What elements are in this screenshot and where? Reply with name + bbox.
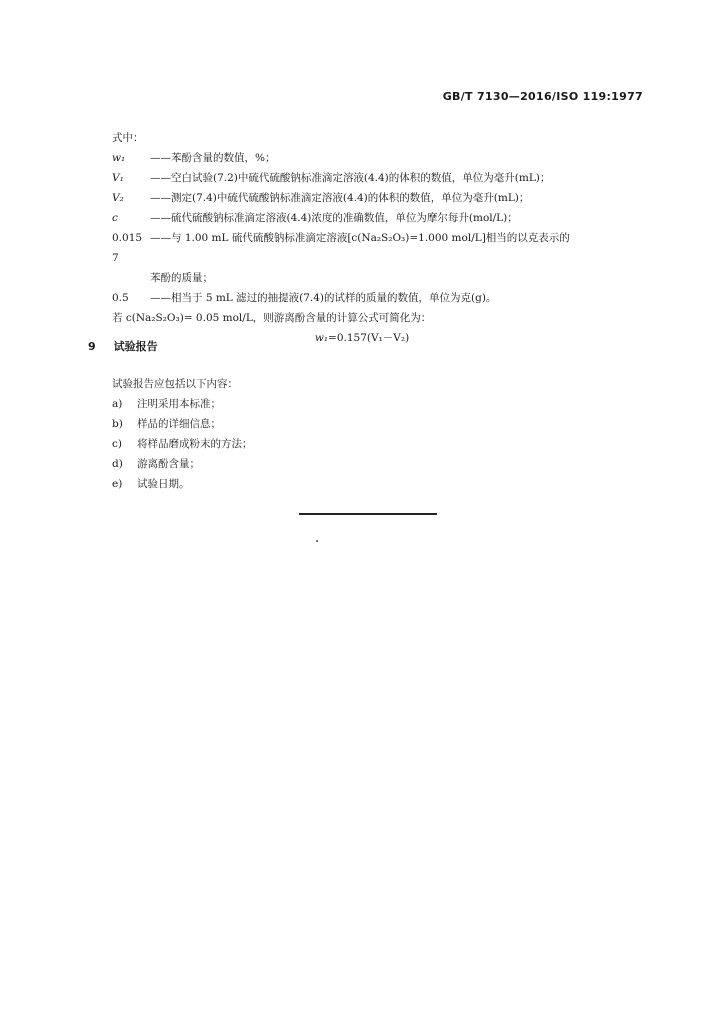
list-item-label: d) bbox=[112, 458, 123, 470]
list-item bbox=[112, 474, 253, 494]
formula-rhs: =0.157(V₁－V₂) bbox=[328, 332, 410, 344]
list-item bbox=[112, 394, 253, 414]
list-item-label: a) bbox=[112, 398, 123, 410]
definition-symbol: w₁ bbox=[112, 152, 126, 164]
definition-row bbox=[112, 208, 652, 228]
definition-symbol: V₁ bbox=[112, 172, 124, 184]
definition-text: ——相当于 5 mL 滤过的抽提液(7.4)的试样的质量的数值，单位为克(g)。 bbox=[150, 292, 497, 304]
definition-text: ——测定(7.4)中硫代硫酸钠标准滴定溶液(4.4)的体积的数值，单位为毫升(mL)； bbox=[150, 192, 530, 204]
definition-text: ——与 1.00 mL 硫代硫酸钠标准滴定溶液[c(Na₂S₂O₃)=1.000 mol/L]相当的以克表示的 bbox=[150, 232, 570, 244]
list-item-label: b) bbox=[112, 418, 123, 430]
list-item bbox=[112, 414, 253, 434]
definition-symbol: 0.015 7 bbox=[112, 232, 143, 264]
list-item-label: e) bbox=[112, 478, 123, 490]
list-item bbox=[112, 434, 253, 454]
definition-symbol: c bbox=[112, 212, 118, 224]
definition-continuation-text: 苯酚的质量； bbox=[150, 272, 213, 284]
report-contents bbox=[112, 374, 253, 494]
list-item-text: 将样品磨成粉末的方法； bbox=[137, 438, 253, 450]
where-label: 式中： bbox=[112, 132, 144, 144]
formula-lhs: w₁ bbox=[314, 332, 329, 344]
list-item-text: 样品的详细信息； bbox=[137, 418, 221, 430]
section-number: 9 bbox=[88, 340, 96, 353]
simplified-formula bbox=[112, 328, 652, 348]
definition-text: ——空白试验(7.2)中硫代硫酸钠标准滴定溶液(4.4)的体积的数值，单位为毫升(mL)； bbox=[150, 172, 551, 184]
definition-row bbox=[112, 228, 652, 268]
simplification-note: 若 c(Na₂S₂O₃)= 0.05 mol/L，则游离酚含量的计算公式可简化为： bbox=[112, 312, 432, 324]
definition-continuation-row bbox=[112, 268, 652, 288]
list-item-text: 游离酚含量； bbox=[137, 458, 200, 470]
list-item-label: c) bbox=[112, 438, 122, 450]
report-intro: 试验报告应包括以下内容： bbox=[112, 378, 238, 390]
definition-row bbox=[112, 288, 652, 308]
definition-symbol: V₂ bbox=[112, 192, 124, 204]
definition-row bbox=[112, 168, 652, 188]
scan-speck bbox=[316, 540, 318, 542]
section-title: 试验报告 bbox=[113, 340, 158, 353]
definition-text: ——硫代硫酸钠标准滴定溶液(4.4)浓度的准确数值，单位为摩尔每升(mol/L)； bbox=[150, 212, 518, 224]
end-of-document-rule bbox=[299, 513, 437, 515]
list-item-text: 注明采用本标准； bbox=[137, 398, 221, 410]
definition-row bbox=[112, 188, 652, 208]
definition-text: ——苯酚含量的数值，%； bbox=[150, 152, 276, 164]
list-item bbox=[112, 454, 253, 474]
definitions-block bbox=[112, 128, 652, 348]
list-item-text: 试验日期。 bbox=[137, 478, 190, 490]
section-heading bbox=[88, 338, 158, 354]
definition-symbol: 0.5 bbox=[112, 292, 129, 304]
page-header-standard-code: GB/T 7130—2016/ISO 119:1977 bbox=[442, 90, 643, 103]
definition-row bbox=[112, 148, 652, 168]
